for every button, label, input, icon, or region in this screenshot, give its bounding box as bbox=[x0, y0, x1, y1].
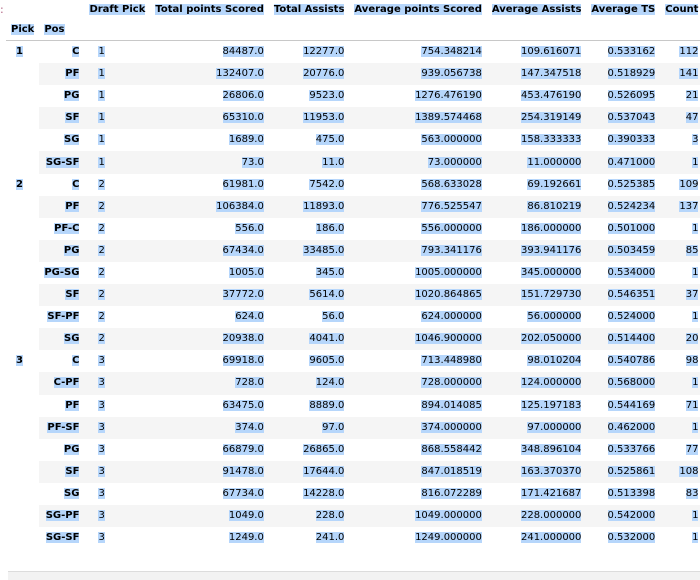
table-row bbox=[6, 262, 700, 284]
table-cell: 0.503459 bbox=[586, 240, 660, 262]
table-row bbox=[6, 417, 700, 439]
pick-index-cell: 3 bbox=[6, 350, 39, 549]
table-cell: 3 bbox=[84, 350, 150, 372]
table-row bbox=[6, 151, 700, 173]
table-cell: 1 bbox=[660, 505, 700, 527]
table-cell: 563.000000 bbox=[349, 129, 486, 151]
table-cell: 3 bbox=[84, 439, 150, 461]
table-cell: 9605.0 bbox=[269, 350, 350, 372]
table-cell: 0.390333 bbox=[586, 129, 660, 151]
pos-index-cell: SG-SF bbox=[39, 527, 84, 549]
table-cell: 0.524000 bbox=[586, 306, 660, 328]
table-cell: 3 bbox=[84, 417, 150, 439]
table-cell: 12277.0 bbox=[269, 41, 350, 64]
table-cell: 0.501000 bbox=[586, 218, 660, 240]
table-row bbox=[6, 107, 700, 129]
table-cell: 186.0 bbox=[269, 218, 350, 240]
table-cell: 109 bbox=[660, 174, 700, 196]
table-cell: 228.000000 bbox=[487, 505, 587, 527]
table-cell: 106384.0 bbox=[150, 196, 268, 218]
output-prompt-marker: : bbox=[0, 3, 4, 16]
table-cell: 4041.0 bbox=[269, 328, 350, 350]
pos-index-cell: SG bbox=[39, 129, 84, 151]
pos-index-cell: C bbox=[39, 350, 84, 372]
table-cell: 158.333333 bbox=[487, 129, 587, 151]
table-cell: 624.0 bbox=[150, 306, 268, 328]
table-cell: 124.0 bbox=[269, 372, 350, 394]
table-row bbox=[6, 395, 700, 417]
table-cell: 37772.0 bbox=[150, 284, 268, 306]
dataframe-table bbox=[6, 0, 700, 549]
table-cell: 125.197183 bbox=[487, 395, 587, 417]
table-cell: 2 bbox=[84, 262, 150, 284]
table-cell: 0.540786 bbox=[586, 350, 660, 372]
table-row bbox=[6, 63, 700, 85]
table-cell: 20776.0 bbox=[269, 63, 350, 85]
table-cell: 348.896104 bbox=[487, 439, 587, 461]
table-row bbox=[6, 461, 700, 483]
table-cell: 1 bbox=[84, 107, 150, 129]
table-cell: 345.000000 bbox=[487, 262, 587, 284]
table-cell: 1276.476190 bbox=[349, 85, 486, 107]
table-cell: 9523.0 bbox=[269, 85, 350, 107]
table-cell: 816.072289 bbox=[349, 483, 486, 505]
table-cell: 186.000000 bbox=[487, 218, 587, 240]
table-cell: 241.000000 bbox=[487, 527, 587, 549]
table-cell: 2 bbox=[84, 284, 150, 306]
column-header-average-assists: Average Assists bbox=[491, 4, 582, 15]
table-cell: 1 bbox=[660, 372, 700, 394]
table-cell: 141 bbox=[660, 63, 700, 85]
table-cell: 793.341176 bbox=[349, 240, 486, 262]
table-cell: 2 bbox=[84, 174, 150, 196]
table-cell: 37 bbox=[660, 284, 700, 306]
table-cell: 0.568000 bbox=[586, 372, 660, 394]
table-cell: 14228.0 bbox=[269, 483, 350, 505]
table-row bbox=[6, 350, 700, 372]
pos-index-cell: SG bbox=[39, 328, 84, 350]
table-cell: 374.000000 bbox=[349, 417, 486, 439]
table-cell: 568.633028 bbox=[349, 174, 486, 196]
table-cell: 3 bbox=[84, 395, 150, 417]
column-header-row bbox=[6, 0, 700, 20]
table-row bbox=[6, 328, 700, 350]
table-cell: 3 bbox=[84, 461, 150, 483]
table-cell: 0.525385 bbox=[586, 174, 660, 196]
table-row bbox=[6, 306, 700, 328]
table-cell: 65310.0 bbox=[150, 107, 268, 129]
pos-index-cell: SG bbox=[39, 483, 84, 505]
table-cell: 3 bbox=[84, 483, 150, 505]
table-cell: 345.0 bbox=[269, 262, 350, 284]
table-cell: 109.616071 bbox=[487, 41, 587, 64]
table-row bbox=[6, 41, 700, 64]
table-cell: 33485.0 bbox=[269, 240, 350, 262]
table-cell: 754.348214 bbox=[349, 41, 486, 64]
table-cell: 98 bbox=[660, 350, 700, 372]
table-cell: 1 bbox=[84, 151, 150, 173]
table-cell: 56.0 bbox=[269, 306, 350, 328]
table-cell: 1 bbox=[660, 262, 700, 284]
table-row bbox=[6, 439, 700, 461]
table-cell: 1049.0 bbox=[150, 505, 268, 527]
table-cell: 1249.000000 bbox=[349, 527, 486, 549]
table-cell: 0.526095 bbox=[586, 85, 660, 107]
table-cell: 1389.574468 bbox=[349, 107, 486, 129]
table-cell: 1 bbox=[660, 527, 700, 549]
table-cell: 0.514400 bbox=[586, 328, 660, 350]
table-cell: 26806.0 bbox=[150, 85, 268, 107]
table-cell: 1046.900000 bbox=[349, 328, 486, 350]
table-cell: 2 bbox=[84, 218, 150, 240]
header-blank bbox=[39, 0, 84, 20]
table-cell: 475.0 bbox=[269, 129, 350, 151]
table-cell: 939.056738 bbox=[349, 63, 486, 85]
table-cell: 0.544169 bbox=[586, 395, 660, 417]
table-cell: 0.533162 bbox=[586, 41, 660, 64]
table-row bbox=[6, 527, 700, 549]
table-cell: 20938.0 bbox=[150, 328, 268, 350]
table-row bbox=[6, 483, 700, 505]
table-cell: 163.370370 bbox=[487, 461, 587, 483]
pos-index-cell: SF bbox=[39, 107, 84, 129]
pos-index-cell: C-PF bbox=[39, 372, 84, 394]
table-cell: 776.525547 bbox=[349, 196, 486, 218]
pick-index-cell: 1 bbox=[6, 41, 39, 174]
table-cell: 1 bbox=[84, 41, 150, 64]
table-cell: 0.546351 bbox=[586, 284, 660, 306]
pos-index-cell: PF-SF bbox=[39, 417, 84, 439]
table-cell: 85 bbox=[660, 240, 700, 262]
table-cell: 3 bbox=[84, 505, 150, 527]
table-cell: 2 bbox=[84, 196, 150, 218]
table-cell: 26865.0 bbox=[269, 439, 350, 461]
table-cell: 728.0 bbox=[150, 372, 268, 394]
pos-index-cell: PF-C bbox=[39, 218, 84, 240]
table-cell: 1689.0 bbox=[150, 129, 268, 151]
table-cell: 124.000000 bbox=[487, 372, 587, 394]
column-header-draft-pick: Draft Pick bbox=[89, 4, 146, 15]
column-header-average-ts: Average TS bbox=[591, 4, 656, 15]
column-header-average-points: Average points Scored bbox=[354, 4, 482, 15]
column-header-total-points: Total points Scored bbox=[155, 4, 264, 15]
table-cell: 171.421687 bbox=[487, 483, 587, 505]
table-cell: 56.000000 bbox=[487, 306, 587, 328]
pos-index-cell: SF-PF bbox=[39, 306, 84, 328]
table-cell: 69918.0 bbox=[150, 350, 268, 372]
table-row bbox=[6, 85, 700, 107]
table-cell: 97.000000 bbox=[487, 417, 587, 439]
table-cell: 3 bbox=[84, 372, 150, 394]
table-row bbox=[6, 218, 700, 240]
column-header-total-assists: Total Assists bbox=[273, 4, 345, 15]
table-cell: 374.0 bbox=[150, 417, 268, 439]
table-cell: 17644.0 bbox=[269, 461, 350, 483]
table-cell: 0.513398 bbox=[586, 483, 660, 505]
table-cell: 8889.0 bbox=[269, 395, 350, 417]
table-cell: 1 bbox=[660, 417, 700, 439]
table-cell: 11893.0 bbox=[269, 196, 350, 218]
table-cell: 0.525861 bbox=[586, 461, 660, 483]
table-row bbox=[6, 372, 700, 394]
table-cell: 453.476190 bbox=[487, 85, 587, 107]
table-row bbox=[6, 240, 700, 262]
table-cell: 63475.0 bbox=[150, 395, 268, 417]
pos-index-cell: SF bbox=[39, 461, 84, 483]
table-cell: 77 bbox=[660, 439, 700, 461]
table-cell: 894.014085 bbox=[349, 395, 486, 417]
pos-index-cell: C bbox=[39, 41, 84, 64]
table-row bbox=[6, 505, 700, 527]
table-cell: 112 bbox=[660, 41, 700, 64]
table-cell: 847.018519 bbox=[349, 461, 486, 483]
table-cell: 1 bbox=[660, 306, 700, 328]
pos-index-cell: PF bbox=[39, 196, 84, 218]
pos-index-cell: PG bbox=[39, 85, 84, 107]
table-cell: 98.010204 bbox=[487, 350, 587, 372]
index-header-pos: Pos bbox=[39, 20, 84, 41]
table-cell: 67434.0 bbox=[150, 240, 268, 262]
table-cell: 2 bbox=[84, 328, 150, 350]
table-cell: 0.471000 bbox=[586, 151, 660, 173]
table-cell: 147.347518 bbox=[487, 63, 587, 85]
table-cell: 1020.864865 bbox=[349, 284, 486, 306]
table-cell: 0.532000 bbox=[586, 527, 660, 549]
table-cell: 254.319149 bbox=[487, 107, 587, 129]
table-row bbox=[6, 174, 700, 196]
table-cell: 108 bbox=[660, 461, 700, 483]
table-cell: 1 bbox=[84, 85, 150, 107]
table-cell: 0.462000 bbox=[586, 417, 660, 439]
table-cell: 1005.0 bbox=[150, 262, 268, 284]
table-cell: 1005.000000 bbox=[349, 262, 486, 284]
index-header-pick: Pick bbox=[6, 20, 39, 41]
table-cell: 91478.0 bbox=[150, 461, 268, 483]
pos-index-cell: PF bbox=[39, 395, 84, 417]
table-cell: 713.448980 bbox=[349, 350, 486, 372]
table-cell: 5614.0 bbox=[269, 284, 350, 306]
table-cell: 0.518929 bbox=[586, 63, 660, 85]
table-cell: 73.000000 bbox=[349, 151, 486, 173]
pos-index-cell: SG-PF bbox=[39, 505, 84, 527]
table-row bbox=[6, 129, 700, 151]
table-body bbox=[6, 41, 700, 550]
pos-index-cell: PG-SG bbox=[39, 262, 84, 284]
table-cell: 0.542000 bbox=[586, 505, 660, 527]
table-row bbox=[6, 196, 700, 218]
table-cell: 132407.0 bbox=[150, 63, 268, 85]
table-cell: 556.0 bbox=[150, 218, 268, 240]
table-cell: 1 bbox=[84, 129, 150, 151]
table-cell: 21 bbox=[660, 85, 700, 107]
table-row bbox=[6, 284, 700, 306]
table-cell: 393.941176 bbox=[487, 240, 587, 262]
table-cell: 1 bbox=[660, 218, 700, 240]
pick-index-cell: 2 bbox=[6, 174, 39, 351]
table-cell: 7542.0 bbox=[269, 174, 350, 196]
table-cell: 137 bbox=[660, 196, 700, 218]
table-cell: 3 bbox=[84, 527, 150, 549]
pos-index-cell: C bbox=[39, 174, 84, 196]
pos-index-cell: PG bbox=[39, 439, 84, 461]
table-cell: 97.0 bbox=[269, 417, 350, 439]
table-cell: 67734.0 bbox=[150, 483, 268, 505]
table-cell: 1049.000000 bbox=[349, 505, 486, 527]
table-cell: 202.050000 bbox=[487, 328, 587, 350]
table-cell: 1 bbox=[660, 151, 700, 173]
table-cell: 66879.0 bbox=[150, 439, 268, 461]
table-cell: 73.0 bbox=[150, 151, 268, 173]
table-cell: 2 bbox=[84, 306, 150, 328]
table-cell: 151.729730 bbox=[487, 284, 587, 306]
table-cell: 0.537043 bbox=[586, 107, 660, 129]
table-cell: 0.533766 bbox=[586, 439, 660, 461]
table-cell: 556.000000 bbox=[349, 218, 486, 240]
table-cell: 61981.0 bbox=[150, 174, 268, 196]
table-cell: 241.0 bbox=[269, 527, 350, 549]
table-cell: 11.000000 bbox=[487, 151, 587, 173]
table-cell: 69.192661 bbox=[487, 174, 587, 196]
table-cell: 228.0 bbox=[269, 505, 350, 527]
table-cell: 83 bbox=[660, 483, 700, 505]
pos-index-cell: PG bbox=[39, 240, 84, 262]
table-cell: 71 bbox=[660, 395, 700, 417]
table-cell: 11.0 bbox=[269, 151, 350, 173]
table-cell: 2 bbox=[84, 240, 150, 262]
table-cell: 624.000000 bbox=[349, 306, 486, 328]
pos-index-cell: PF bbox=[39, 63, 84, 85]
table-cell: 1 bbox=[84, 63, 150, 85]
table-cell: 0.524234 bbox=[586, 196, 660, 218]
table-cell: 84487.0 bbox=[150, 41, 268, 64]
table-cell: 47 bbox=[660, 107, 700, 129]
table-cell: 1249.0 bbox=[150, 527, 268, 549]
column-header-count: Count bbox=[665, 4, 699, 15]
index-header-row bbox=[6, 20, 700, 41]
table-cell: 20 bbox=[660, 328, 700, 350]
pos-index-cell: SF bbox=[39, 284, 84, 306]
table-cell: 728.000000 bbox=[349, 372, 486, 394]
pos-index-cell: SG-SF bbox=[39, 151, 84, 173]
table-cell: 11953.0 bbox=[269, 107, 350, 129]
header-blank bbox=[6, 0, 39, 20]
table-cell: 86.810219 bbox=[487, 196, 587, 218]
table-cell: 3 bbox=[660, 129, 700, 151]
table-cell: 868.558442 bbox=[349, 439, 486, 461]
table-cell: 0.534000 bbox=[586, 262, 660, 284]
